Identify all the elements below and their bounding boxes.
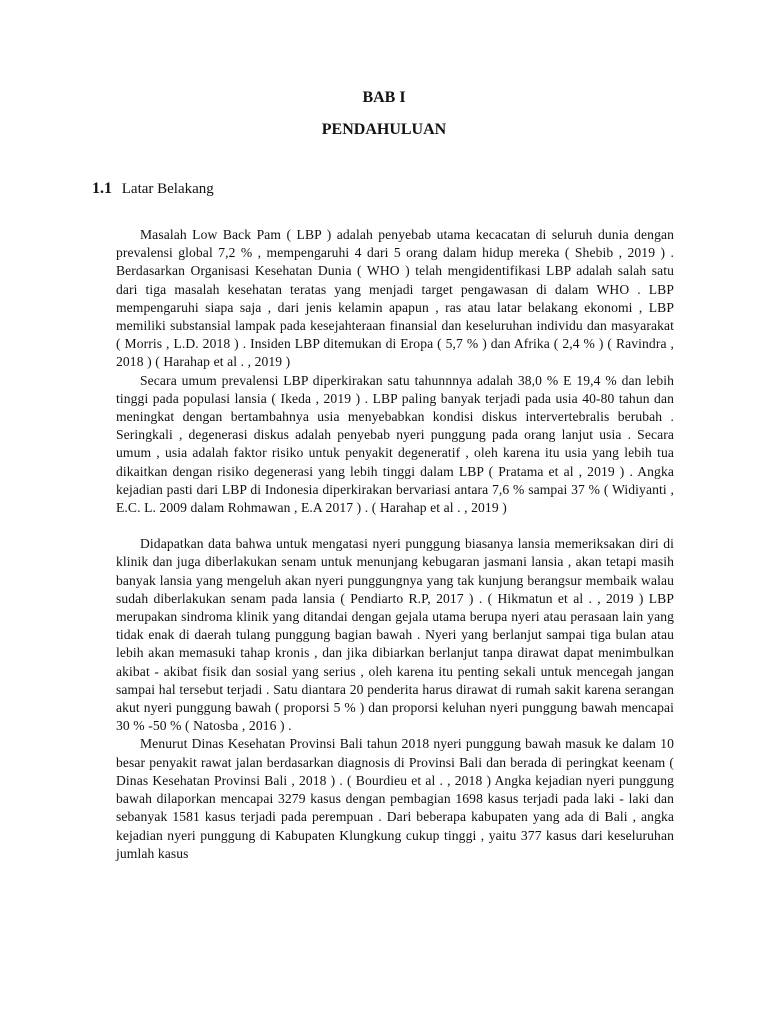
section-number: 1.1 (92, 180, 112, 197)
paragraph-3: Didapatkan data bahwa untuk mengatasi nyeri punggung biasanya lansia memeriksakan diri di klinik dan juga diberlakukan senam untuk menunjang kebugaran jasmani lansia , akan tetapi masih banyak lansia yang mengeluh akan nyeri punggungnya yang tak kunjung berangsur membaik walau sudah diberlakukan senam pada lansia ( Pendiarto R.P, 2017 ) . ( Hikmatun et al . , 2019 ) LBP merupakan sindroma klinik yang ditandai dengan gejala utama berupa nyeri atau perasaan lain yang tidak enak di daerah tulang punggung bagian bawah . Nyeri yang berlanjut sampai tiga bulan atau lebih akan memasuki tahap kronis , dan jika dibiarkan berlanjut tanpa dirawat dapat menimbulkan akibat - akibat fisik dan sosial yang serius , oleh karena itu penting sekali untuk mencegah jangan sampai hal tersebut terjadi . Satu diantara 20 penderita harus dirawat di rumah sakit karena serangan akut nyeri punggung bawah ( proporsi 5 % ) dan proporsi keluhan nyeri punggung bawah mencapai 30 % -50 % ( Natosba , 2016 ) . (116, 536, 674, 734)
paragraph-4: Menurut Dinas Kesehatan Provinsi Bali tahun 2018 nyeri punggung bawah masuk ke dalam 10 besar penyakit rawat jalan berdasarkan diagnosis di Provinsi Bali dan berada di peringkat keenam ( Dinas Kesehatan Provinsi Bali , 2018 ) . ( Bourdieu et al . , 2018 ) Angka kejadian nyeri punggung bawah dilaporkan mencapai 3279 kasus dengan pembagian 1698 kasus terjadi pada laki - laki dan sebanyak 1581 kasus terjadi pada perempuan . Dari beberapa kabupaten yang ada di Bali , angka kejadian nyeri punggung di Kabupaten Klungkung cukup tinggi , yaitu 377 kasus dari keseluruhan jumlah kasus (116, 736, 674, 861)
chapter-title: PENDAHULUAN (321, 121, 447, 138)
section-title: Latar Belakang (121, 181, 214, 197)
chapter-number: BAB I (362, 89, 406, 106)
paragraph-2: Secara umum prevalensi LBP diperkirakan satu tahunnnya adalah 38,0 % E 19,4 % dan lebih tinggi pada populasi lansia ( Ikeda , 2019 ) . LBP paling banyak terjadi pada usia 40-80 tahun dan meningkat dengan bertambahnya usia menyebabkan kondisi diskus intervertebralis berubah . Seringkali , degenerasi diskus adalah penyebab nyeri punggung pada orang lanjut usia . Secara umum , usia adalah faktor risiko untuk penyakit degeneratif , oleh karena itu usia yang lebih tua dikaitkan dengan risiko degenerasi yang lebih tinggi dalam LBP ( Pratama et al , 2019 ) . Angka kejadian pasti dari LBP di Indonesia diperkirakan bervariasi antara 7,6 % sampai 37 % ( Widiyanti , E.C. L. 2009 dalam Rohmawan , E.A 2017 ) . ( Harahap et al . , 2019 ) (116, 372, 674, 516)
body-text (116, 226, 674, 863)
paragraph-1: Masalah Low Back Pam ( LBP ) adalah penyebab utama kecacatan di seluruh dunia dengan prevalensi global 7,2 % , mempengaruhi 4 dari 5 orang dalam hidup mereka ( Shebib , 2019 ) . Berdasarkan Organisasi Kesehatan Dunia ( WHO ) telah mengidentifikasi LBP adalah salah satu dari tiga masalah kesehatan teratas yang menjadi target pengawasan di dalam WHO . LBP mempengaruhi siapa saja , dari jenis kelamin apapun , ras atau latar belakang ekonomi , LBP memiliki substansial lampak pada kesejahteraan finansial dan keseluruhan individu dan masyarakat ( Morris , L.D. 2018 ) . Insiden LBP ditemukan di Eropa ( 5,7 % ) dan Afrika ( 2,4 % ) ( Ravindra , 2018 ) ( Harahap et al . , 2019 ) (116, 227, 674, 370)
section-heading (92, 180, 214, 198)
